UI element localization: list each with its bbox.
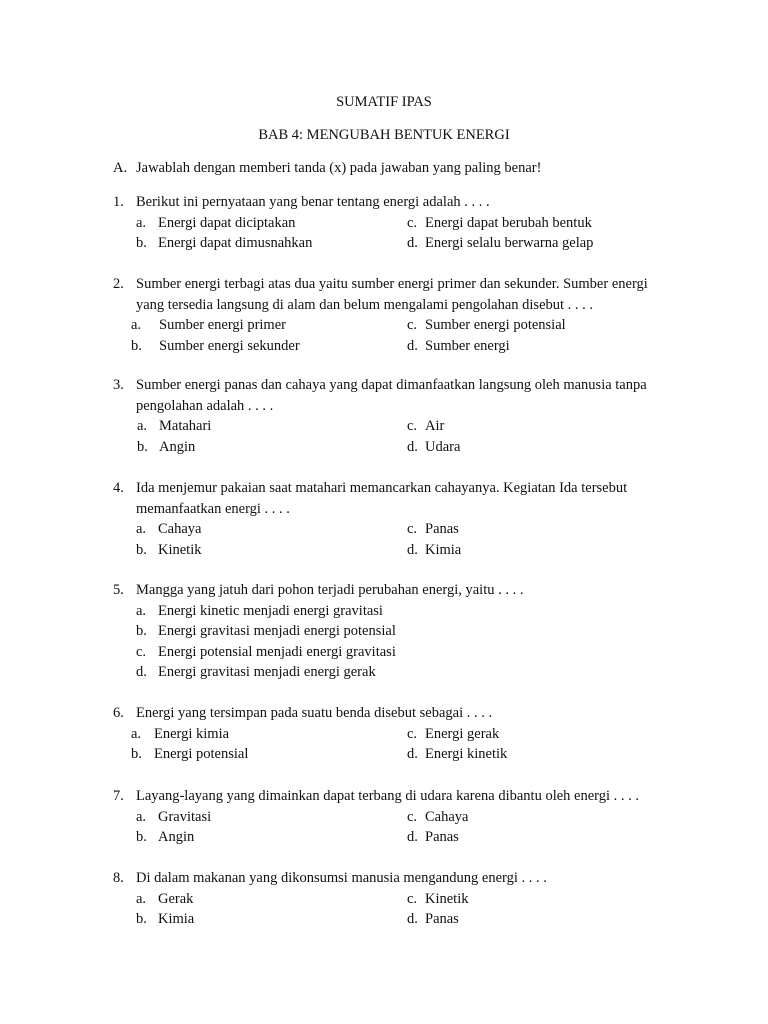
option-text[interactable]: Sumber energi potensial xyxy=(425,317,566,333)
page-subtitle: BAB 4: MENGUBAH BENTUK ENERGI xyxy=(258,127,510,143)
option-text[interactable]: Cahaya xyxy=(425,808,469,825)
option-label[interactable]: d. xyxy=(136,664,147,680)
page-title: SUMATIF IPAS xyxy=(336,94,432,110)
option-text[interactable]: Energi gerak xyxy=(425,725,500,742)
option-text[interactable]: Udara xyxy=(425,438,461,455)
option-text[interactable]: Gravitasi xyxy=(158,808,212,825)
option-label[interactable]: a. xyxy=(136,890,147,907)
option-label[interactable]: a. xyxy=(136,214,147,231)
option-label[interactable]: c. xyxy=(407,725,418,742)
option-text[interactable]: Energi kinetik xyxy=(425,746,508,762)
question-number: 1. xyxy=(113,194,124,210)
option-label[interactable]: b. xyxy=(136,235,147,251)
question-text: yang tersedia langsung di alam dan belum mengalami pengolahan disebut . . . . xyxy=(136,296,594,313)
option-label[interactable]: d. xyxy=(407,746,418,762)
question-text: Berikut ini pernyataan yang benar tentang energi adalah . . . . xyxy=(136,194,490,210)
option-text[interactable]: Energi gravitasi menjadi energi gerak xyxy=(158,664,376,680)
section-instruction: Jawablah dengan memberi tanda (x) pada jawaban yang paling benar! xyxy=(136,160,542,176)
option-text[interactable]: Energi potensial xyxy=(154,746,249,762)
question-number: 7. xyxy=(113,788,124,804)
option-label[interactable]: d. xyxy=(407,438,418,455)
question-number: 3. xyxy=(113,377,124,393)
option-text[interactable]: Air xyxy=(425,418,445,434)
option-label[interactable]: b. xyxy=(131,746,142,762)
question-number: 4. xyxy=(113,480,124,496)
question-text: Sumber energi terbagi atas dua yaitu sumber energi primer dan sekunder. Sumber energi xyxy=(136,276,648,292)
option-text[interactable]: Energi dapat berubah bentuk xyxy=(425,214,592,231)
option-label[interactable]: d. xyxy=(407,337,418,354)
option-label[interactable]: b. xyxy=(136,541,147,558)
option-text[interactable]: Energi kimia xyxy=(154,725,230,742)
question-text: Ida menjemur pakaian saat matahari memancarkan cahayanya. Kegiatan Ida tersebut xyxy=(136,480,628,496)
option-text[interactable]: Kimia xyxy=(158,911,195,927)
option-text[interactable]: Sumber energi sekunder xyxy=(159,337,300,354)
question-number: 5. xyxy=(113,582,124,598)
question-number: 6. xyxy=(113,705,124,721)
option-label[interactable]: c. xyxy=(407,214,418,231)
question-text: memanfaatkan energi . . . . xyxy=(136,500,290,517)
option-text[interactable]: Panas xyxy=(425,911,459,927)
option-text[interactable]: Kinetik xyxy=(158,541,202,558)
option-text[interactable]: Energi dapat dimusnahkan xyxy=(158,235,313,251)
question-number: 2. xyxy=(113,276,124,292)
option-text[interactable]: Energi gravitasi menjadi energi potensial xyxy=(158,623,396,639)
option-text[interactable]: Energi selalu berwarna gelap xyxy=(425,235,594,251)
option-label[interactable]: a. xyxy=(136,521,147,537)
option-label[interactable]: b. xyxy=(136,829,147,845)
option-label[interactable]: d. xyxy=(407,541,418,558)
option-text[interactable]: Energi potensial menjadi energi gravitasi xyxy=(158,643,396,660)
option-label[interactable]: c. xyxy=(407,808,418,825)
option-label[interactable]: c. xyxy=(407,317,418,333)
option-label[interactable]: d. xyxy=(407,235,418,251)
option-text[interactable]: Kimia xyxy=(425,541,462,558)
option-label[interactable]: d. xyxy=(407,911,418,927)
question-text: Sumber energi panas dan cahaya yang dapat dimanfaatkan langsung oleh manusia tanpa xyxy=(136,377,647,393)
question-text: Layang-layang yang dimainkan dapat terbang di udara karena dibantu oleh energi . . . . xyxy=(136,788,640,804)
question-text: Energi yang tersimpan pada suatu benda disebut sebagai . . . . xyxy=(136,705,493,721)
option-label[interactable]: a. xyxy=(131,317,142,333)
option-label[interactable]: b. xyxy=(136,911,147,927)
option-label[interactable]: a. xyxy=(136,808,147,825)
option-text[interactable]: Kinetik xyxy=(425,890,469,907)
option-label[interactable]: b. xyxy=(136,623,147,639)
section-letter: A. xyxy=(113,160,128,176)
option-label[interactable]: a. xyxy=(137,418,148,434)
option-text[interactable]: Gerak xyxy=(158,890,194,907)
option-text[interactable]: Sumber energi xyxy=(425,337,510,354)
option-text[interactable]: Angin xyxy=(159,438,196,455)
option-text[interactable]: Energi kinetic menjadi energi gravitasi xyxy=(158,602,383,619)
option-label[interactable]: c. xyxy=(407,521,418,537)
question-text: pengolahan adalah . . . . xyxy=(136,397,274,414)
option-text[interactable]: Sumber energi primer xyxy=(159,317,286,333)
option-label[interactable]: a. xyxy=(136,602,147,619)
option-label[interactable]: c. xyxy=(136,643,147,660)
option-label[interactable]: a. xyxy=(131,725,142,742)
question-text: Di dalam makanan yang dikonsumsi manusia mengandung energi . . . . xyxy=(136,870,547,886)
question-number: 8. xyxy=(113,870,124,886)
question-text: Mangga yang jatuh dari pohon terjadi perubahan energi, yaitu . . . . xyxy=(136,582,524,598)
option-label[interactable]: c. xyxy=(407,418,418,434)
option-label[interactable]: c. xyxy=(407,890,418,907)
option-text[interactable]: Panas xyxy=(425,829,459,845)
option-text[interactable]: Matahari xyxy=(159,418,212,434)
option-text[interactable]: Angin xyxy=(158,829,195,845)
option-label[interactable]: d. xyxy=(407,829,418,845)
option-text[interactable]: Cahaya xyxy=(158,521,202,537)
option-text[interactable]: Energi dapat diciptakan xyxy=(158,214,296,231)
option-label[interactable]: b. xyxy=(137,438,148,455)
option-text[interactable]: Panas xyxy=(425,521,459,537)
option-label[interactable]: b. xyxy=(131,337,142,354)
